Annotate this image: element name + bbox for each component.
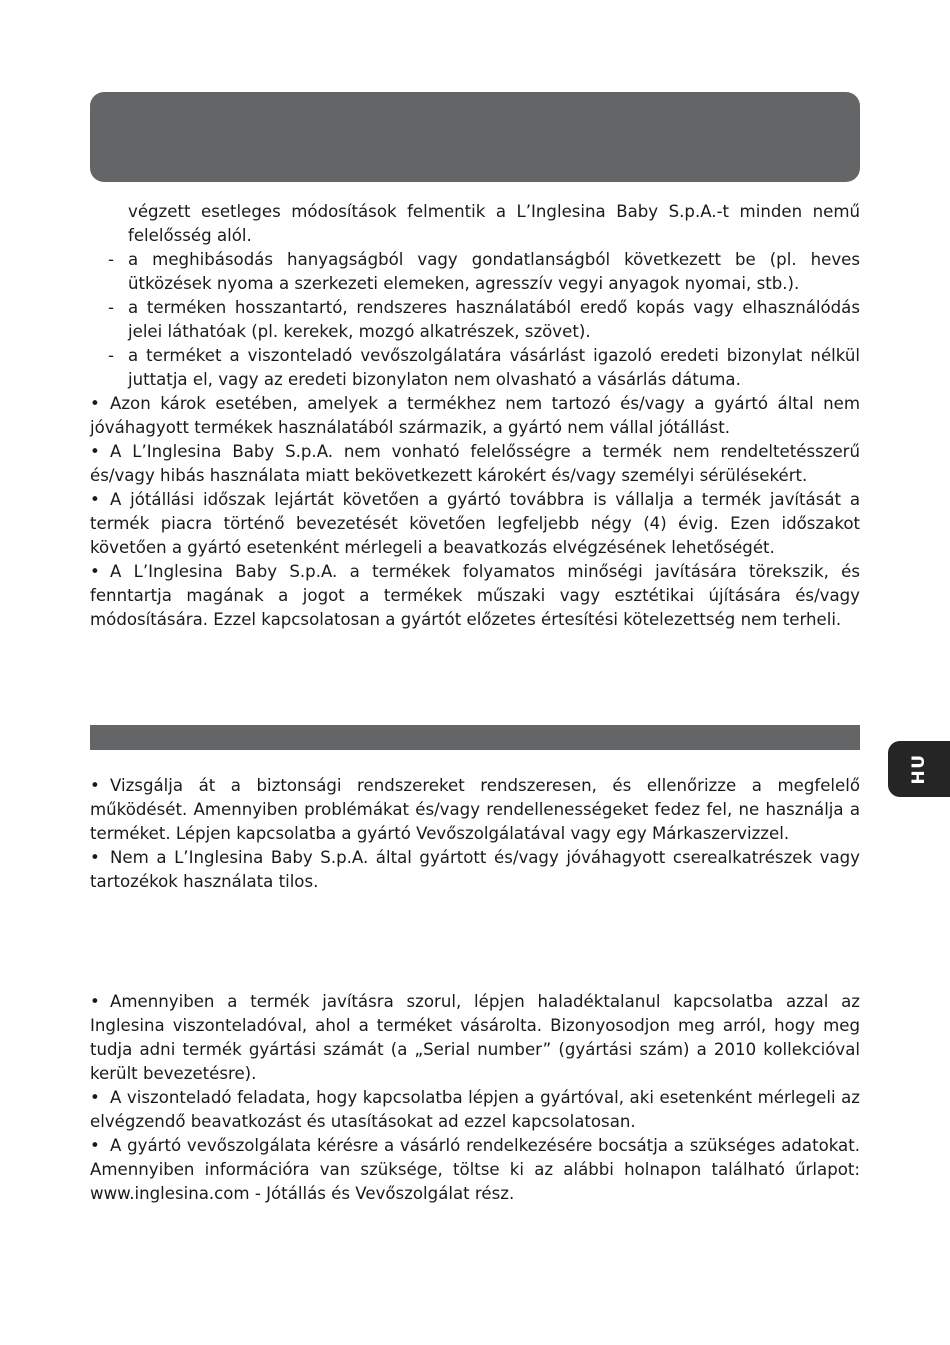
bullet-text: Nem a L’Inglesina Baby S.p.A. által gyártott és/vagy jóváhagyott cserealkatrészek vagy tartozékok használata tilos. bbox=[90, 848, 860, 891]
bullet-marker: • bbox=[90, 1136, 100, 1155]
bullet-paragraph bbox=[90, 488, 860, 560]
language-tab-label: HU bbox=[909, 753, 929, 785]
bullet-text: A gyártó vevőszolgálata kérésre a vásárló rendelkezésére bocsátja a szükséges adatokat. Amennyiben információra van szüksége, töltse ki az alábbi holnapon található űrlapot: www.inglesina.com - Jótállás és Vevőszolgálat rész. bbox=[90, 1136, 860, 1203]
warranty-exclusions-section bbox=[90, 200, 860, 632]
bullet-text: A jótállási időszak lejártát követően a gyártó továbbra is vállalja a termék javítását a termék piacra történő bevezetését követően legfeljebb négy (4) évig. Ezen időszakot követően a gyártó esetenként mérlegeli a beavatkozás elvégzésének lehetőségét. bbox=[90, 490, 860, 557]
language-tab bbox=[888, 741, 950, 797]
bullet-text: Amennyiben a termék javításra szorul, lépjen haladéktalanul kapcsolatba azzal az Inglesina viszonteladóval, ahol a terméket vásárolta. Bizonyosodjon meg arról, hogy meg tudja adni termék gyártási számát (a „Serial number” (gyártási szám) a 2010 kollekcióval került bevezetésre). bbox=[90, 992, 860, 1083]
bullet-marker: • bbox=[90, 490, 100, 509]
dash-item-text: a terméket a viszonteladó vevőszolgálatára vásárlást igazoló eredeti bizonylat nélkül juttatja el, vagy az eredeti bizonylaton nem olvasható a vásárlás dátuma. bbox=[128, 346, 860, 389]
bullet-text: A L’Inglesina Baby S.p.A. a termékek folyamatos minőségi javítására törekszik, és fenntartja magának a jogot a termékek műszaki vagy esztétikai újítására és/vagy módosítására. Ezzel kapcsolatosan a gyártót előzetes értesítési kötelezettség nem terheli. bbox=[90, 562, 860, 629]
bullet-marker: • bbox=[90, 394, 100, 413]
bullet-paragraph bbox=[90, 990, 860, 1086]
dash-marker: - bbox=[108, 346, 114, 365]
bullet-marker: • bbox=[90, 992, 100, 1011]
bullet-paragraph bbox=[90, 560, 860, 632]
bullet-text: Azon károk esetében, amelyek a termékhez nem tartozó és/vagy a gyártó által nem jóváhagyott termékek használatából származik, a gyártó nem vállal jótállást. bbox=[90, 394, 860, 437]
dash-item bbox=[90, 248, 860, 296]
dash-marker: - bbox=[108, 298, 114, 317]
maintenance-section bbox=[90, 774, 860, 894]
bullet-marker: • bbox=[90, 848, 100, 867]
bullet-paragraph bbox=[90, 1086, 860, 1134]
dash-marker: - bbox=[108, 250, 114, 269]
bullet-paragraph bbox=[90, 1134, 860, 1206]
bullet-marker: • bbox=[90, 1088, 100, 1107]
dash-item bbox=[90, 296, 860, 344]
dash-item bbox=[90, 344, 860, 392]
bullet-paragraph bbox=[90, 392, 860, 440]
bullet-marker: • bbox=[90, 776, 100, 795]
bullet-marker: • bbox=[90, 562, 100, 581]
header-band bbox=[90, 92, 860, 182]
bullet-paragraph bbox=[90, 846, 860, 894]
continued-paragraph: végzett esetleges módosítások felmentik a L’Inglesina Baby S.p.A.-t minden nemű felelősség alól. bbox=[128, 202, 860, 245]
customer-service-section bbox=[90, 990, 860, 1206]
bullet-marker: • bbox=[90, 442, 100, 461]
section-bar bbox=[90, 725, 860, 750]
dash-item-text: a meghibásodás hanyagságból vagy gondatlanságból következett be (pl. heves ütközések nyoma a szerkezeti elemeken, agresszív vegyi anyagok nyomai, stb.). bbox=[128, 250, 860, 293]
bullet-text: A L’Inglesina Baby S.p.A. nem vonható felelősségre a termék nem rendeltetésszerű és/vagy hibás használata miatt bekövetkezett károkért és/vagy személyi sérülésekért. bbox=[90, 442, 860, 485]
bullet-paragraph bbox=[90, 774, 860, 846]
bullet-text: A viszonteladó feladata, hogy kapcsolatba lépjen a gyártóval, aki esetenként mérlegeli az elvégzendő beavatkozást és utasításokat ad ezzel kapcsolatosan. bbox=[90, 1088, 860, 1131]
dash-item-text: a terméken hosszantartó, rendszeres használatából eredő kopás vagy elhasználódás jelei láthatóak (pl. kerekek, mozgó alkatrészek, szövet). bbox=[128, 298, 860, 341]
bullet-paragraph bbox=[90, 440, 860, 488]
bullet-text: Vizsgálja át a biztonsági rendszereket rendszeresen, és ellenőrizze a megfelelő működését. Amennyiben problémákat és/vagy rendellenességeket fedez fel, ne használja a terméket. Lépjen kapcsolatba a gyártó Vevőszolgálatával vagy egy Márkaszervizzel. bbox=[90, 776, 860, 843]
